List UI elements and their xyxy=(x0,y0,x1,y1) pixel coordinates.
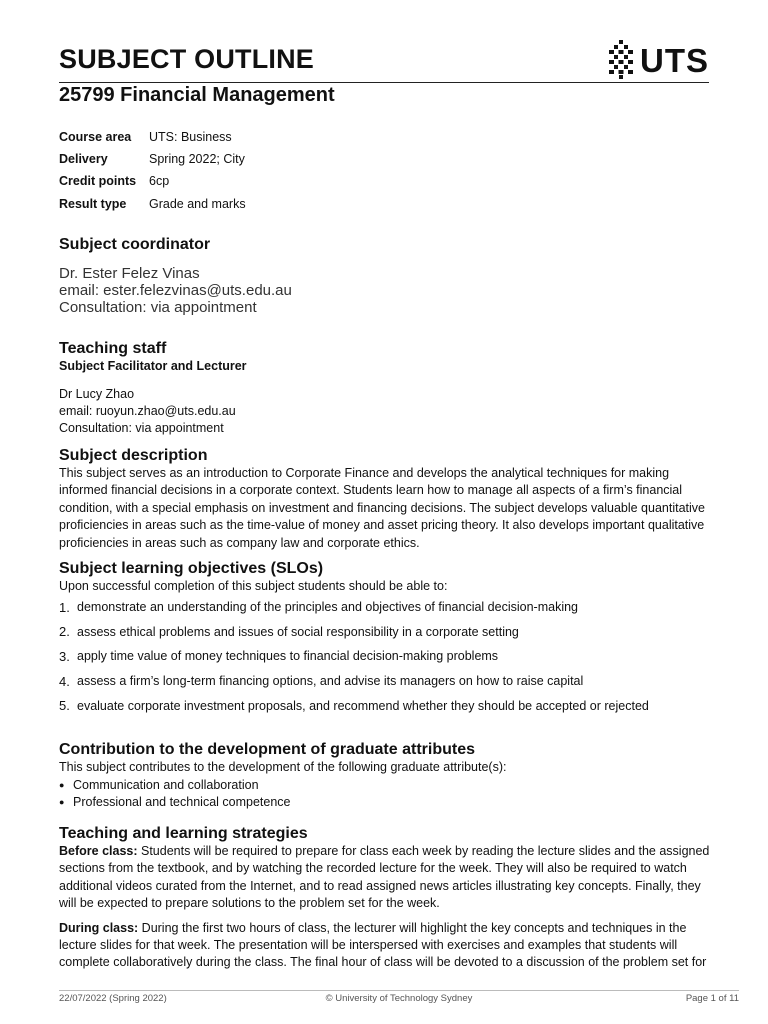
slo-item xyxy=(59,644,729,669)
strategies-section xyxy=(59,825,729,972)
description-line: proficiencies in areas such as company law and corporate ethics. xyxy=(59,535,420,550)
footer-divider xyxy=(59,990,739,991)
footer-copyright: © University of Technology Sydney xyxy=(325,993,473,1004)
description-line: proficiencies in areas such as the time-value of money and asset pricing theory. It also develops important qualitative xyxy=(59,518,705,533)
list-item xyxy=(59,776,729,794)
slo-intro: Upon successful completion of this subject students should be able to: xyxy=(59,579,448,593)
footer-date: 22/07/2022 (Spring 2022) xyxy=(59,993,167,1004)
detail-label: Result type xyxy=(59,196,127,211)
detail-value: Spring 2022; City xyxy=(149,152,245,167)
teaching-staff-section xyxy=(59,340,729,437)
graduate-attributes-intro: This subject contributes to the development of the following graduate attribute(s): xyxy=(59,760,507,774)
before-class-paragraph xyxy=(59,843,729,913)
staff-email: email: ruoyun.zhao@uts.edu.au xyxy=(59,404,236,418)
slo-section xyxy=(59,560,729,718)
strategies-heading: Teaching and learning strategies xyxy=(59,825,308,842)
before-class-line xyxy=(59,843,729,860)
bullet-icon: ● xyxy=(59,797,65,808)
slo-heading: Subject learning objectives (SLOs) xyxy=(59,560,324,577)
footer-page-number: Page 1 of 11 xyxy=(685,993,739,1004)
list-item xyxy=(59,794,729,812)
before-class-line: will be expected to prepare solutions to the problem set for the week. xyxy=(59,896,440,911)
slo-text: assess a firm’s long-term financing options, and advise its managers on how to raise capital xyxy=(77,674,584,689)
graduate-attributes-heading: Contribution to the development of graduate attributes xyxy=(59,741,475,758)
detail-label: Credit points xyxy=(59,174,137,189)
description-line: This subject serves as an introduction to Corporate Finance and develops the analytical techniques for making xyxy=(59,466,670,480)
description-line: condition, with a special emphasis on investment and financing decisions. The subject develops valuable quantitative xyxy=(59,500,705,515)
before-class-label: Before class: xyxy=(59,844,138,858)
coordinator-heading: Subject coordinator xyxy=(59,236,211,253)
description-line: informed financial decisions in a corporate context. Students learn how to manage all aspects of a firm’s financial xyxy=(59,483,683,498)
during-class-text: During the first two hours of class, the lecturer will highlight the key concepts and techniques in the xyxy=(138,920,687,935)
slo-item xyxy=(59,595,729,620)
during-class-label: During class: xyxy=(59,920,139,935)
slo-item xyxy=(59,693,729,718)
slo-number: 1. xyxy=(59,599,70,615)
staff-name: Dr Lucy Zhao xyxy=(59,387,135,401)
during-class-line: lecture slides for that week. The presentation will be interspersed with exercises and examples that students will xyxy=(59,938,678,953)
slo-text: evaluate corporate investment proposals, and recommend whether they should be accepted or rejected xyxy=(77,698,649,713)
bullet-icon: ● xyxy=(59,779,65,790)
slo-text: demonstrate an understanding of the principles and objectives of financial decision-making xyxy=(77,600,578,615)
slo-item xyxy=(59,620,729,645)
detail-value: 6cp xyxy=(149,174,170,189)
list-item-text: Professional and technical competence xyxy=(73,795,291,810)
detail-row-delivery xyxy=(59,148,246,170)
teaching-staff-heading: Teaching staff xyxy=(59,340,167,357)
detail-value: UTS: Business xyxy=(149,130,232,145)
before-class-line: sections from the textbook, and by watching the recorded lecture for the week. They will also be required to watch xyxy=(59,861,687,876)
list-item-text: Communication and collaboration xyxy=(73,777,259,792)
description-section xyxy=(59,447,729,552)
staff-role: Subject Facilitator and Lecturer xyxy=(59,359,247,373)
graduate-attributes-section xyxy=(59,741,729,811)
during-class-paragraph xyxy=(59,920,729,972)
coordinator-name: Dr. Ester Felez Vinas xyxy=(59,265,200,282)
slo-item xyxy=(59,669,729,694)
during-class-line: complete collaboratively during the class. The final hour of class will be devoted to a discussion of the problem set for xyxy=(59,955,707,970)
uts-logo-text: UTS xyxy=(640,41,709,79)
coordinator-email: email: ester.felezvinas@uts.edu.au xyxy=(59,282,292,299)
slo-text: apply time value of money techniques to financial decision-making problems xyxy=(77,649,499,664)
staff-consultation: Consultation: via appointment xyxy=(59,421,224,435)
detail-label: Course area xyxy=(59,130,132,145)
detail-value: Grade and marks xyxy=(149,196,246,211)
subject-title: 25799 Financial Management xyxy=(59,84,335,106)
slo-number: 3. xyxy=(59,648,70,664)
before-class-line: additional videos curated from the Internet, and to read assigned news articles illustrating key concepts. Finally, they xyxy=(59,878,701,893)
subject-details xyxy=(59,126,246,215)
document-title: SUBJECT OUTLINE xyxy=(59,44,315,74)
description-body xyxy=(59,465,729,552)
coordinator-consultation: Consultation: via appointment xyxy=(59,299,257,316)
slo-number: 4. xyxy=(59,673,70,689)
detail-row-result-type xyxy=(59,193,246,215)
uts-emblem-icon xyxy=(608,40,634,80)
detail-label: Delivery xyxy=(59,152,108,167)
slo-text: assess ethical problems and issues of social responsibility in a corporate setting xyxy=(77,624,519,639)
during-class-line xyxy=(59,920,729,937)
document-header xyxy=(59,40,709,82)
coordinator-section xyxy=(59,236,729,316)
slo-number: 2. xyxy=(59,624,70,640)
description-heading: Subject description xyxy=(59,447,208,464)
before-class-text: Students will be required to prepare for class each week by reading the lecture slides and the assigned xyxy=(137,844,710,858)
detail-row-credit-points xyxy=(59,170,246,192)
header-divider xyxy=(59,82,709,83)
uts-logo xyxy=(608,40,709,80)
detail-row-course-area xyxy=(59,126,246,148)
slo-number: 5. xyxy=(59,698,70,714)
